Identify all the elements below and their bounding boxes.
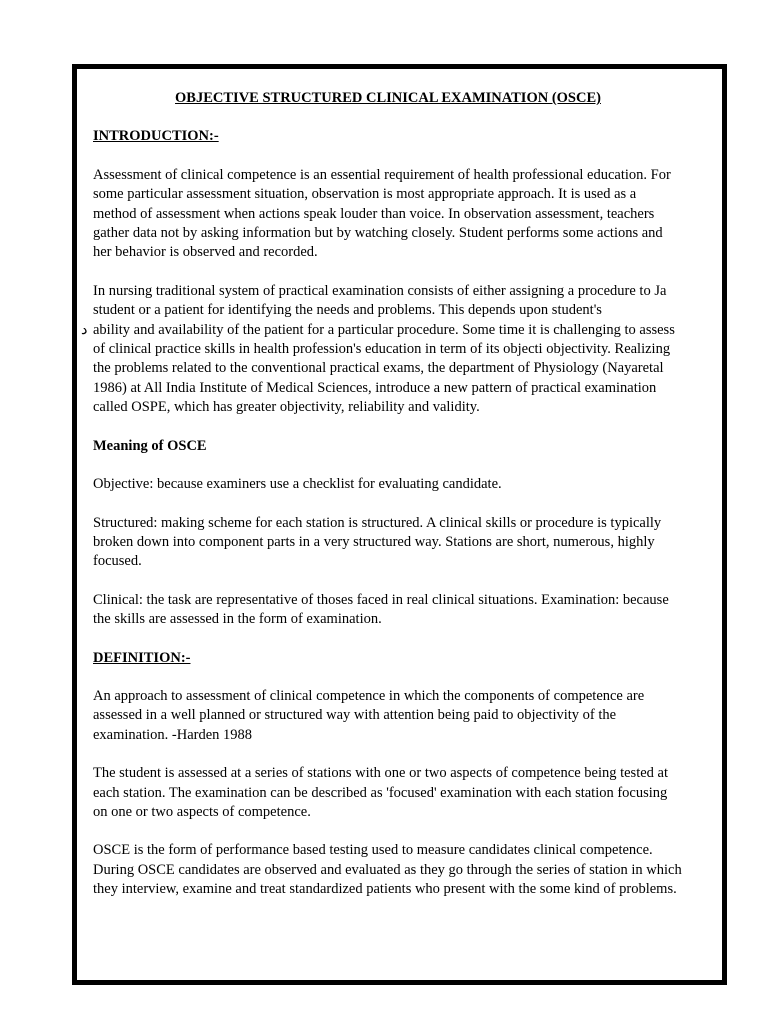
intro-paragraph-2-line1: In nursing traditional system of practical examination consists of either assigning a procedure to Ja student or a patient for identifying the needs and problems. This depends upon student's — [93, 282, 667, 319]
definition-paragraph-2: The student is assessed at a series of stations with one or two aspects of competence being tested at each station. The examination can be described as 'focused' examination with each station focusing on one or two aspects of competence. — [93, 765, 669, 820]
document-body — [81, 89, 683, 919]
meaning-objective: Objective: because examiners use a checklist for evaluating candidate. — [93, 476, 502, 493]
intro-paragraph-1: Assessment of clinical competence is an essential requirement of health professional education. For some particular assessment situation, observation is most appropriate approach. It is used as a method of assessment when actions speak louder than voice. In observation assessment, teachers gather data not by asking information but by watching closely. Student performs some actions and her behavior is observed and recorded. — [93, 166, 671, 261]
meaning-heading: Meaning of OSCE — [93, 437, 207, 454]
intro-paragraph-2-rest: ability and availability of the patient for a particular procedure. Some time it is challenging to assess of clinical practice skills in health profession's education in term of its objecti objectivity. Realizing the problems related to the conventional practical exams, the department of Physiology (Nayaretal 1986) at All India Institute of Medical Sciences, introduce a new pattern of practical examination called OSPE, which has greater objectivity, reliability and validity. — [93, 321, 675, 416]
meaning-clinical: Clinical: the task are representative of thoses faced in real clinical situations. Examination: because the skills are assessed in the form of examination. — [93, 591, 669, 628]
definition-heading: DEFINITION:- — [93, 649, 191, 666]
intro-paragraph-2: In nursing traditional system of practical examination consists of either assigning a procedure to Ja student or a patient for identifying the needs and problems. This depends upon student's د ability and availability of the patient for a particular procedure. Some time it is challenging to assess of clinical practice skills in health profession's education in term of its objecti objectivity. Realizing the problems related to the conventional practical exams, the department of Physiology (Nayaretal 1986) at All India Institute of Medical Sciences, introduce a new pattern of practical examination called OSPE, which has greater objectivity, reliability and validity. — [81, 282, 675, 416]
definition-paragraph-3: OSCE is the form of performance based testing used to measure candidates clinical competence. During OSCE candidates are observed and evaluated as they go through the series of station in which they interview, examine and treat standardized patients who present with the some kind of problems. — [93, 842, 682, 898]
meaning-structured: Structured: making scheme for each station is structured. A clinical skills or procedure is typically broken down into component parts in a very structured way. Stations are short, numerous, highly focused. — [93, 514, 662, 570]
page-frame — [72, 64, 727, 985]
document-title: OBJECTIVE STRUCTURED CLINICAL EXAMINATION (OSCE) — [175, 90, 601, 106]
introduction-heading: INTRODUCTION:- — [93, 128, 219, 145]
definition-paragraph-1: An approach to assessment of clinical competence in which the components of competence are assessed in a well planned or structured way with attention being paid to objectivity of the examination. -Harden 1988 — [93, 687, 645, 743]
